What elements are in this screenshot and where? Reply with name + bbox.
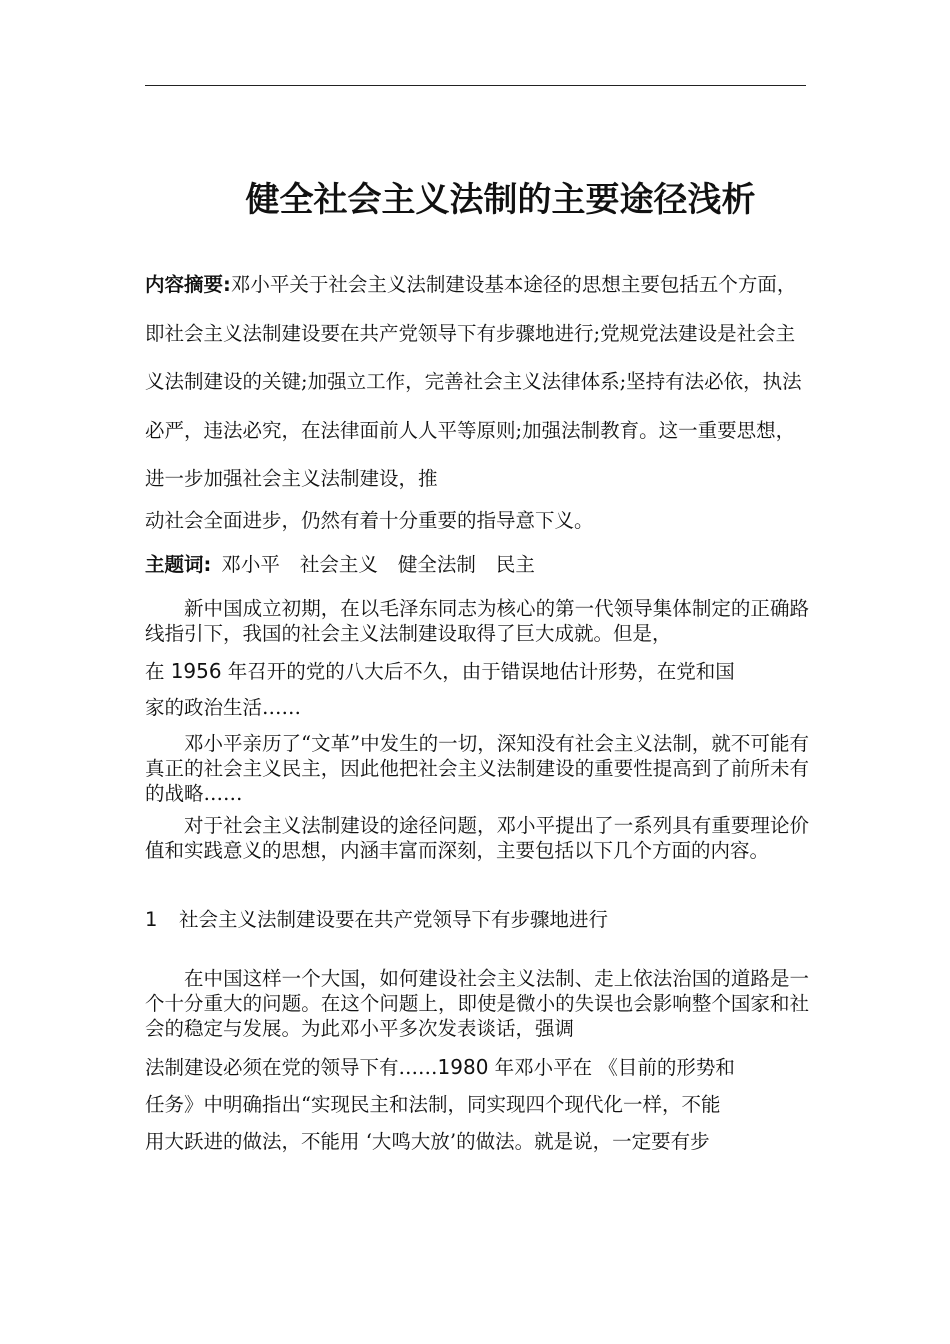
- keyword: 邓小平: [221, 553, 280, 576]
- keyword: 社会主义: [299, 553, 378, 576]
- keyword: 健全法制: [397, 553, 476, 576]
- abstract-label: 内容摘要:: [145, 273, 231, 296]
- paragraph-3: 对于社会主义法制建设的途径问题，邓小平提出了一系列具有重要理论价值和实践意义的思想，内涵丰富而深刻，主要包括以下几个方面的内容。: [145, 814, 809, 862]
- section-heading-1: [145, 905, 608, 935]
- paragraph-1: 新中国成立初期，在以毛泽东同志为核心的第一代领导集体制定的正确路线指引下，我国的社会主义法制建设取得了巨大成就。但是，: [145, 597, 809, 645]
- paragraph-2: 邓小平亲历了“文革”中发生的一切，深知没有社会主义法制，就不可能有真正的社会主义民主，因此他把社会主义法制建设的重要性提高到了前所未有的战略……: [145, 732, 809, 805]
- keywords: [145, 550, 555, 580]
- abstract: [145, 261, 809, 504]
- abstract-last-line: 动社会全面进步，仍然有着十分重要的指导意下义。: [145, 509, 594, 532]
- paragraph-1-line-3: 在 1956 年召开的党的八大后不久，由于错误地估计形势，在党和国: [145, 659, 735, 683]
- paragraph-4-line-6: 用大跃进的做法，不能用 ‘大鸣大放’的做法。就是说，一定要有步: [145, 1130, 710, 1153]
- document-title: 健全社会主义法制的主要途径浅析: [245, 180, 756, 220]
- paragraph-4-line-4: 法制建设必须在党的领导下有……1980 年邓小平在 《目前的形势和: [145, 1055, 735, 1079]
- header-rule: [145, 85, 806, 86]
- section-number: 1: [145, 908, 158, 931]
- keyword: 民主: [495, 553, 535, 576]
- keywords-label: 主题词:: [145, 553, 212, 576]
- paragraph-1-line-4: 家的政治生活……: [145, 696, 302, 719]
- paragraph-4-line-5: 任务》中明确指出“实现民主和法制，同实现四个现代化一样，不能: [145, 1093, 721, 1116]
- abstract-text: 邓小平关于社会主义法制建设基本途径的思想主要包括五个方面，即社会主义法制建设要在共产党领导下有步骤地进行;党规党法建设是社会主义法制建设的关键;加强立工作，完善社会主义法律体系;坚持有法必依，执法必严，违法必究，在法律面前人人平等原则;加强法制教育。这一重要思想，进一步加强社会主义法制建设，推: [145, 273, 802, 490]
- section-title: 社会主义法制建设要在共产党领导下有步骤地进行: [179, 908, 609, 931]
- paragraph-4: 在中国这样一个大国，如何建设社会主义法制、走上依法治国的道路是一个十分重大的问题。在这个问题上，即使是微小的失误也会影响整个国家和社会的稳定与发展。为此邓小平多次发表谈话，强调: [145, 967, 809, 1040]
